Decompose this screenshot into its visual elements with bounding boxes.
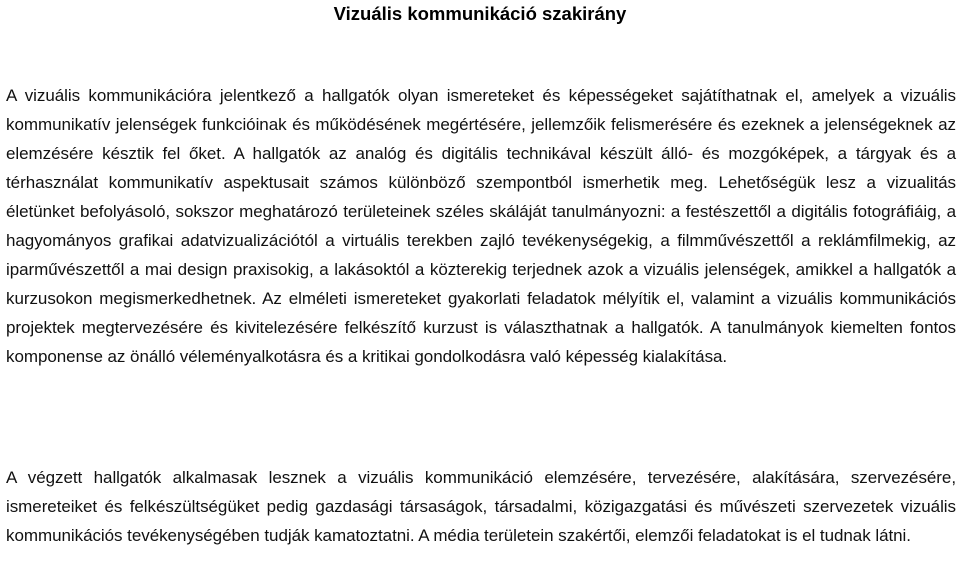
document-title: Vizuális kommunikáció szakirány: [333, 3, 627, 24]
body-paragraph-2: A végzett hallgatók alkalmasak lesznek a vizuális kommunikáció elemzésére, tervezésére, alakítására, szervezésére, ismereteiket és felkészültségüket pedig gazdasági társaságok, társadalmi, közigazgatási és művészeti szervezetek vizuális kommunikációs tevékenységében tudják kamatoztatni. A média területein szakértői, elemzői feladatokat is el tudnak látni.: [6, 468, 956, 545]
body-paragraph-1: A vizuális kommunikációra jelentkező a hallgatók olyan ismereteket és képességeket sajátíthatnak el, amelyek a vizuális kommunikatív jelenségek funkcióinak és működésének megértésére, jellemzőik felismerésére és ezeknek a jelenségeknek az elemzésére késztik fel őket. A hallgatók az analóg és digitális technikával készült álló- és mozgóképek, a tárgyak és a térhasználat kommunikatív aspektusait számos különböző szempontból ismerhetik meg. Lehetőségük lesz a vizualitás életünket befolyásoló, sokszor meghatározó területeinek széles skáláját tanulmányozni: a festészettől a digitális fotográfiáig, a hagyományos grafikai adatvizualizációtól a virtuális terekben zajló tevékenységekig, a filmművészettől a reklámfilmekig, az iparművészettől a mai design praxisokig, a lakásoktól a közterekig terjednek azok a vizuális jelenségek, amikkel a hallgatók a kurzusokon megismerkedhetnek. Az elméleti ismereteket gyakorlati feladatok mélyítik el, valamint a vizuális kommunikációs projektek megtervezésére és kivitelezésére felkészítő kurzust is választhatnak a hallgatók. A tanulmányok kiemelten fontos komponense az önálló véleményalkotásra és a kritikai gondolkodásra való képesség kialakítása.: [6, 86, 956, 366]
